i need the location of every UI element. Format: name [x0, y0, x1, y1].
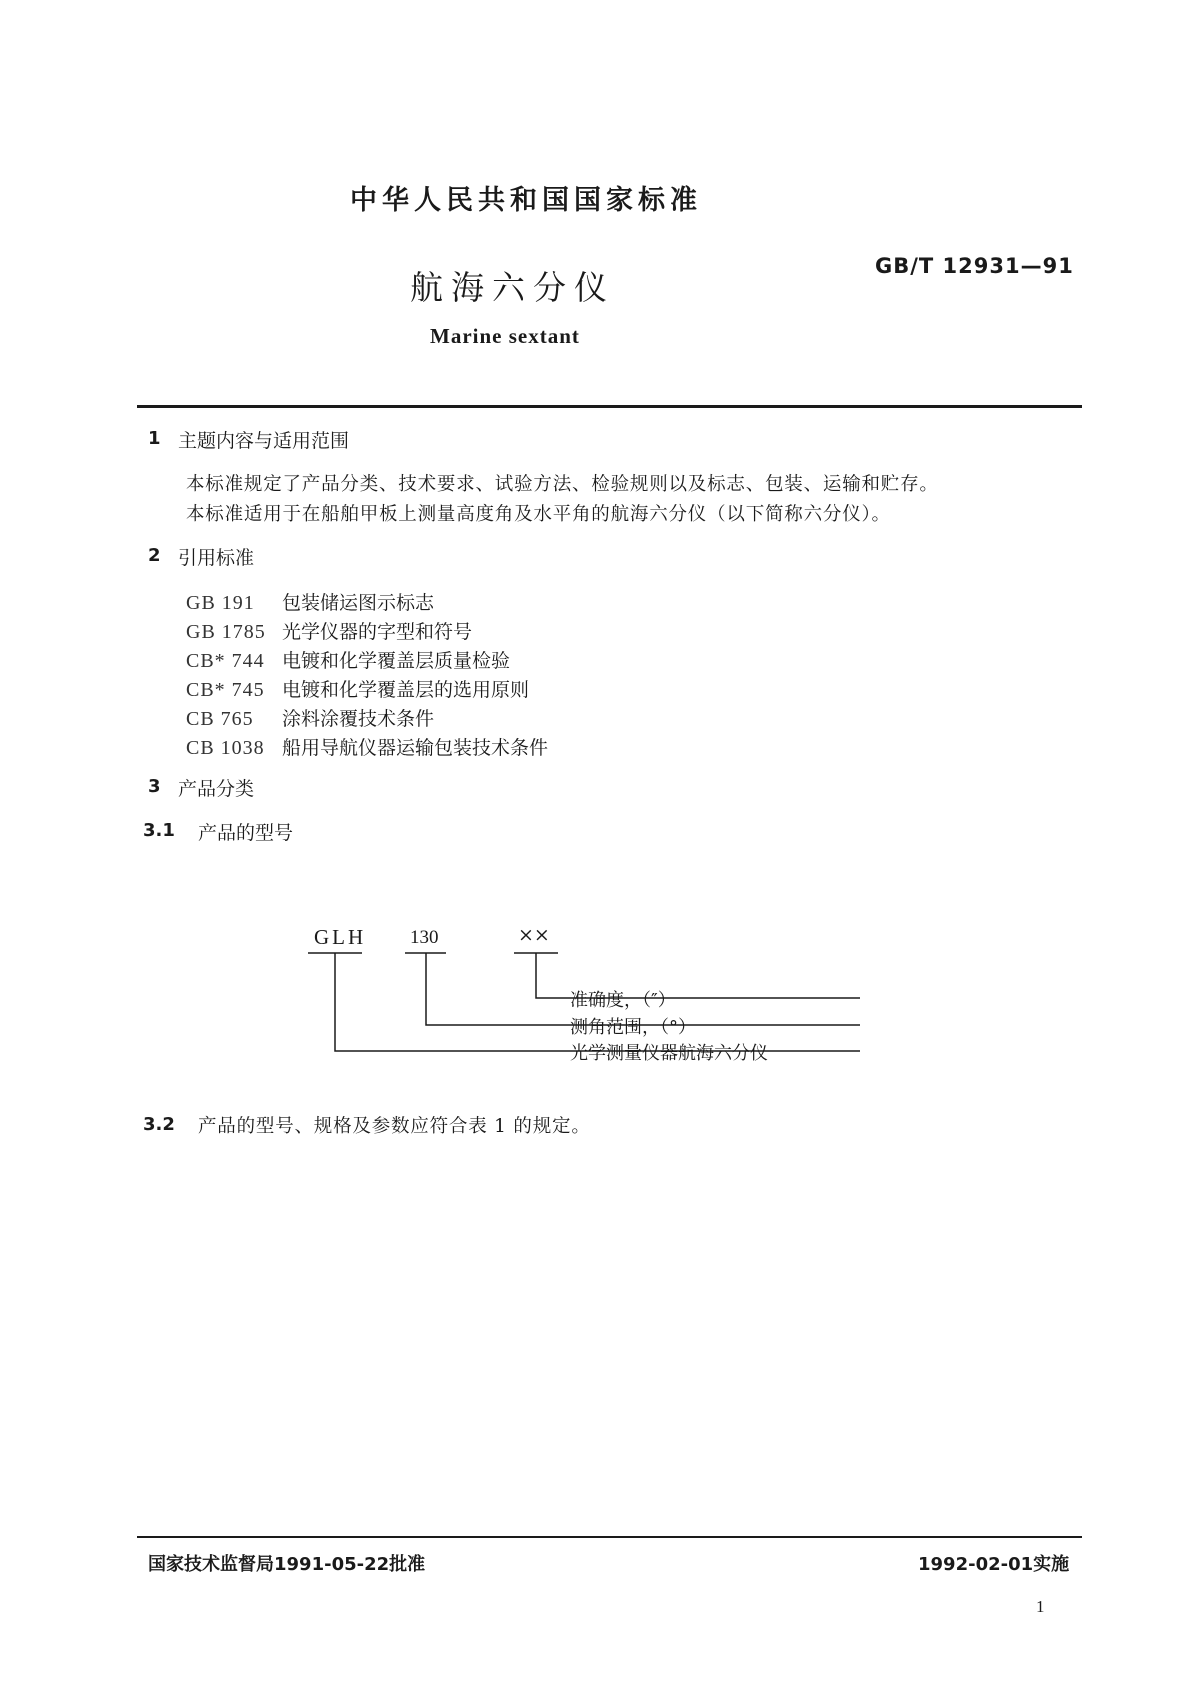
model-part-type: GLH	[314, 925, 367, 949]
effective-date: 1992-02-01实施	[918, 1554, 1070, 1575]
section-1-paragraph: 本标准适用于在船舶甲板上测量高度角及水平角的航海六分仪（以下简称六分仪）。	[186, 504, 891, 525]
document-title: 航海六分仪	[410, 268, 615, 307]
approval-date: 国家技术监督局1991-05-22批准	[148, 1554, 426, 1575]
model-label-range: 测角范围，（°）	[570, 1017, 696, 1038]
reference-title: 包装储运图示标志	[282, 592, 435, 614]
subsection-3-2-text: 产品的型号、规格及参数应符合表 1 的规定。	[198, 1116, 591, 1137]
document-subtitle: Marine sextant	[430, 324, 580, 348]
reference-item	[186, 733, 548, 760]
reference-title: 涂料涂覆技术条件	[282, 708, 435, 730]
reference-item	[186, 704, 434, 731]
section-2-number: 2	[148, 545, 161, 566]
footer-rule	[137, 1536, 1082, 1538]
reference-title: 电镀和化学覆盖层的选用原则	[282, 679, 530, 701]
reference-item	[186, 617, 472, 644]
section-3-number: 3	[148, 776, 161, 797]
section-1-number: 1	[148, 428, 161, 449]
reference-code: CB* 744	[186, 650, 265, 672]
section-2-title: 引用标准	[178, 547, 255, 569]
reference-title: 电镀和化学覆盖层质量检验	[282, 650, 511, 672]
reference-code: GB 1785	[186, 621, 266, 643]
section-3-title: 产品分类	[178, 778, 255, 800]
reference-code: GB 191	[186, 592, 255, 614]
header-rule	[137, 405, 1082, 408]
standard-header-title: 中华人民共和国国家标准	[350, 185, 702, 216]
page-number: 1	[1036, 1597, 1045, 1616]
section-1-title: 主题内容与适用范围	[178, 430, 350, 452]
reference-title: 光学仪器的字型和符号	[282, 621, 473, 643]
subsection-3-2-number: 3.2	[143, 1114, 175, 1135]
model-label-type: 光学测量仪器航海六分仪	[570, 1043, 768, 1064]
model-part-accuracy: ××	[518, 924, 550, 946]
reference-item	[186, 646, 510, 673]
subsection-3-1-number: 3.1	[143, 820, 175, 841]
subsection-3-1-title: 产品的型号	[198, 822, 294, 844]
document-code: GB/T 12931—91	[875, 254, 1074, 278]
section-1-paragraph: 本标准规定了产品分类、技术要求、试验方法、检验规则以及标志、包装、运输和贮存。	[186, 474, 939, 495]
reference-item	[186, 588, 434, 615]
model-label-accuracy: 准确度，（″）	[570, 990, 676, 1011]
reference-title: 船用导航仪器运输包装技术条件	[282, 737, 549, 759]
model-part-range: 130	[410, 927, 439, 948]
reference-code: CB 1038	[186, 737, 265, 759]
reference-code: CB 765	[186, 708, 254, 730]
reference-code: CB* 745	[186, 679, 265, 701]
reference-item	[186, 675, 529, 702]
